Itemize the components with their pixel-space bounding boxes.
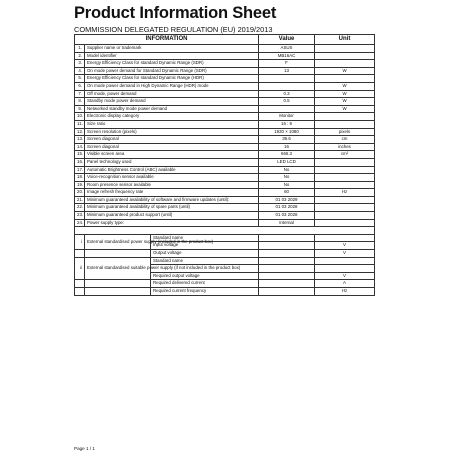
- row-value: MB16AC: [259, 52, 315, 60]
- row-number: 11.: [75, 120, 85, 128]
- row-value: 0.3: [259, 90, 315, 98]
- row-unit: W: [315, 98, 375, 106]
- table-row: [75, 143, 375, 151]
- output-voltage-unit: V: [315, 250, 375, 258]
- row-label: Off mode, power demand: [85, 90, 259, 98]
- standard-name-label-ii: Standard name: [151, 257, 259, 265]
- input-voltage-label: Input voltage: [151, 242, 259, 250]
- power-supply-ii-label: External standardised suitable power supply (if not included in the product box): [85, 257, 151, 280]
- row-unit: [315, 196, 375, 204]
- row-value: 01 03 2028: [259, 204, 315, 212]
- row-number: 3.: [75, 60, 85, 68]
- row-unit: [315, 166, 375, 174]
- header-unit: Unit: [315, 35, 375, 45]
- row-unit: pixels: [315, 128, 375, 136]
- row-number: 14.: [75, 143, 85, 151]
- row-label: Voice-recognition sensor available: [85, 174, 259, 182]
- row-value: Monitor: [259, 113, 315, 121]
- row-value: 666.3: [259, 151, 315, 159]
- row-value: No: [259, 181, 315, 189]
- row-label: Energy Efficiency Class for standard Dynamic Range (SDR): [85, 60, 259, 68]
- table-row: [75, 90, 375, 98]
- row-unit: [315, 52, 375, 60]
- row-value: 0.5: [259, 98, 315, 106]
- row-label: Minimum guaranteed product support (until): [85, 212, 259, 220]
- row-unit: Hz: [315, 189, 375, 197]
- power-supply-ii-num: ii: [75, 257, 85, 280]
- required-current-frequency-unit: Hz: [315, 288, 375, 296]
- row-value: 01 03 2029: [259, 196, 315, 204]
- table-row: [75, 174, 375, 182]
- header-value: Value: [259, 35, 315, 45]
- row-value: F: [259, 60, 315, 68]
- row-value: 39.6: [259, 136, 315, 144]
- power-supply-i-label: External standardised power supply (included in the product box): [85, 234, 151, 249]
- row-number: 13.: [75, 136, 85, 144]
- row-label: Standby mode power demand: [85, 98, 259, 106]
- table-row: [75, 105, 375, 113]
- row-number: 16.: [75, 158, 85, 166]
- table-row: [75, 212, 375, 220]
- row-label: Screen diagonal: [85, 143, 259, 151]
- row-number: 19.: [75, 181, 85, 189]
- row-value: 01 03 2028: [259, 212, 315, 220]
- required-delivered-current-label: Required delivered current: [151, 280, 259, 288]
- row-label: Power supply type:: [85, 219, 259, 227]
- row-value: 1920 × 1080: [259, 128, 315, 136]
- row-number: 7.: [75, 90, 85, 98]
- row-number: 4.: [75, 67, 85, 75]
- row-label: On mode power demand for Standard Dynamic Range (SDR): [85, 67, 259, 75]
- row-unit: inches: [315, 143, 375, 151]
- table-row: [75, 189, 375, 197]
- table-row: [75, 204, 375, 212]
- row-number: 9.: [75, 105, 85, 113]
- row-number: 5.: [75, 75, 85, 83]
- output-voltage-row: [75, 250, 375, 258]
- table-header: [75, 35, 375, 45]
- row-label: Screen diagonal: [85, 136, 259, 144]
- row-label: Supplier name or trademark: [85, 45, 259, 53]
- required-current-frequency-row: [75, 288, 375, 296]
- table-row: [75, 181, 375, 189]
- standard-name-label: Standard name: [151, 234, 259, 242]
- row-value: ASUS: [259, 45, 315, 53]
- row-value: [259, 105, 315, 113]
- output-voltage-label: Output voltage: [151, 250, 259, 258]
- row-number: 17.: [75, 166, 85, 174]
- row-number: 1.: [75, 45, 85, 53]
- row-value: No: [259, 166, 315, 174]
- required-output-voltage-unit: V: [315, 272, 375, 280]
- row-number: 6.: [75, 82, 85, 90]
- power-supply-i-row: [75, 234, 375, 242]
- power-supply-i-num: i: [75, 234, 85, 249]
- table-row: [75, 166, 375, 174]
- table-row: [75, 151, 375, 159]
- row-label: Networked standby mode power demand: [85, 105, 259, 113]
- row-unit: W: [315, 82, 375, 90]
- table-row: [75, 120, 375, 128]
- row-unit: W: [315, 90, 375, 98]
- row-number: 15.: [75, 151, 85, 159]
- row-label: Minimum guaranteed availability of software and firmware updates (until):: [85, 196, 259, 204]
- row-label: Minimum guaranteed availability of spare parts (until): [85, 204, 259, 212]
- page-number: Page 1 / 1: [74, 446, 95, 451]
- row-unit: W: [315, 105, 375, 113]
- table-row: [75, 219, 375, 227]
- row-value: Internal: [259, 219, 315, 227]
- header-information: INFORMATION: [75, 35, 259, 45]
- row-number: 21.: [75, 196, 85, 204]
- table-row: [75, 113, 375, 121]
- row-label: Automatic Brightness Control (ABC) available: [85, 166, 259, 174]
- row-value: 60: [259, 189, 315, 197]
- row-label: Panel technology used: [85, 158, 259, 166]
- table-row: [75, 82, 375, 90]
- row-unit: W: [315, 67, 375, 75]
- row-value: [259, 75, 315, 83]
- row-unit: [315, 75, 375, 83]
- row-unit: cm²: [315, 151, 375, 159]
- row-label: Image refresh frequency rate: [85, 189, 259, 197]
- row-unit: [315, 174, 375, 182]
- row-unit: [315, 45, 375, 53]
- row-label: On mode power demand in High Dynamic Range (HDR) mode: [85, 82, 259, 90]
- required-output-voltage-label: Required output voltage: [151, 272, 259, 280]
- row-number: 10.: [75, 113, 85, 121]
- table-row: [75, 52, 375, 60]
- row-label: Visible screen area: [85, 151, 259, 159]
- row-number: 24.: [75, 219, 85, 227]
- row-label: Electronic display category: [85, 113, 259, 121]
- row-unit: [315, 212, 375, 220]
- row-value: 13: [259, 67, 315, 75]
- table-row: [75, 67, 375, 75]
- row-number: 23.: [75, 212, 85, 220]
- table-row: [75, 45, 375, 53]
- table-row: [75, 60, 375, 68]
- row-number: 2.: [75, 52, 85, 60]
- row-unit: [315, 113, 375, 121]
- row-value: 16 : 9: [259, 120, 315, 128]
- input-voltage-unit: V: [315, 242, 375, 250]
- row-unit: [315, 158, 375, 166]
- row-unit: [315, 120, 375, 128]
- row-value: LED LCD: [259, 158, 315, 166]
- row-unit: [315, 60, 375, 68]
- row-unit: [315, 181, 375, 189]
- table-row: [75, 75, 375, 83]
- row-number: 20.: [75, 189, 85, 197]
- power-supply-ii-row: [75, 257, 375, 265]
- row-value: 16: [259, 143, 315, 151]
- row-label: Room presence sensor available: [85, 181, 259, 189]
- row-number: 12.: [75, 128, 85, 136]
- row-unit: [315, 204, 375, 212]
- product-info-table: [74, 34, 375, 296]
- required-current-frequency-label: Required current frequency: [151, 288, 259, 296]
- regulation-subtitle: COMMISSION DELEGATED REGULATION (EU) 2019/2013: [74, 25, 273, 34]
- row-value: No: [259, 174, 315, 182]
- table-row: [75, 128, 375, 136]
- row-value: [259, 82, 315, 90]
- row-label: Screen resolution (pixels): [85, 128, 259, 136]
- row-number: 22.: [75, 204, 85, 212]
- row-unit: cm: [315, 136, 375, 144]
- row-label: Model identifier: [85, 52, 259, 60]
- required-delivered-current-unit: A: [315, 280, 375, 288]
- row-unit: [315, 219, 375, 227]
- table-row: [75, 98, 375, 106]
- required-delivered-current-row: [75, 280, 375, 288]
- row-number: 8.: [75, 98, 85, 106]
- table-row: [75, 196, 375, 204]
- table-row: [75, 158, 375, 166]
- table-row: [75, 136, 375, 144]
- row-number: 18.: [75, 174, 85, 182]
- row-label: Size ratio: [85, 120, 259, 128]
- page-title: Product Information Sheet: [74, 4, 277, 22]
- row-label: Energy Efficiency Class for standard Dynamic Range (HDR): [85, 75, 259, 83]
